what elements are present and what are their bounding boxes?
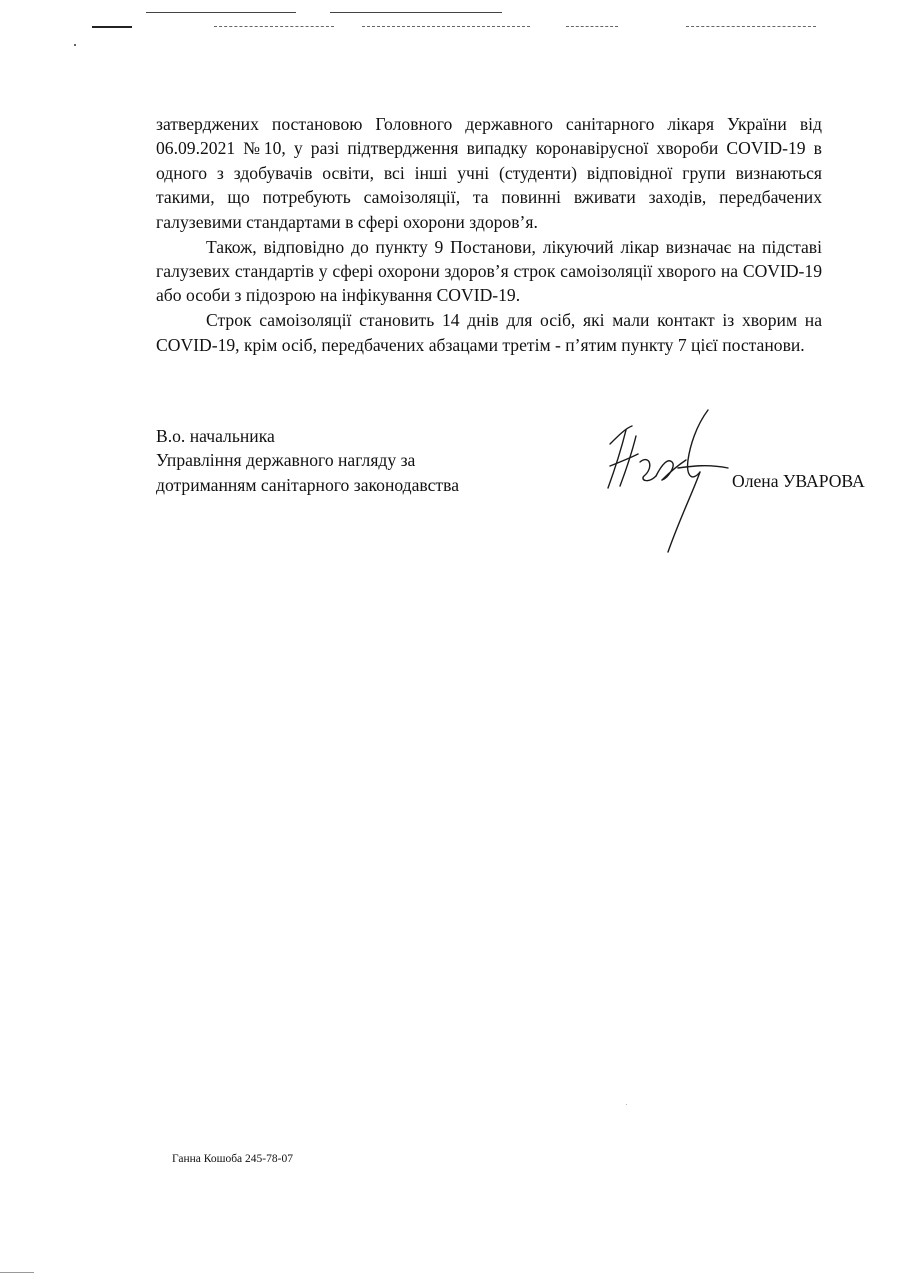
scan-artifact-line [0,1272,34,1273]
letter-body [156,112,822,358]
signatory-position [156,424,459,497]
executor-contact: Ганна Кошоба 245-78-07 [172,1153,293,1165]
scan-artifact-line [92,26,132,28]
scan-artifact-line [214,26,334,27]
scan-artifact-line [566,26,618,27]
paragraph-self-isolation-term: Строк самоізоляції становить 14 днів для осіб, які мали контакт із хворим на COVID-19, крім осіб, передбачених абзацами третім - п’ятим пункту 7 цієї постанови. [156,310,822,355]
scan-artifact-line [146,12,296,13]
position-line: дотриманням санітарного законодавства [156,474,460,495]
paragraph-continuation: затверджених постановою Головного державного санітарного лікаря України від 06.09.2021 №10, у разі підтвердження випадку коронавірусної хвороби COVID-19 в одного з здобувачів освіти, всі інші учні (студенти) відповідної групи визнаються такими, що потребують самоізоляції, та повинні вживати заходів, передбачених галузевими стандартами в сфері охорони здоров’я. [156,114,822,232]
scan-artifact-line [686,26,816,27]
position-line: В.о. начальника [156,426,275,446]
scan-artifact-dot [74,44,76,46]
position-line: Управління державного нагляду за [156,450,416,471]
paragraph-treating-physician: Також, відповідно до пункту 9 Постанови, лікуючий лікар визначає на підставі галузевих стандартів у сфері охорони здоров’я строк самоізоляції хворого на COVID-19 або особи з підозрою на інфікування COVID-19. [156,236,822,306]
signer-name: Олена УВАРОВА [732,471,865,491]
scan-artifact-line [362,26,530,27]
scan-artifact-line [330,12,502,13]
scan-artifact-dot [626,1104,627,1105]
handwritten-signature [596,406,746,558]
